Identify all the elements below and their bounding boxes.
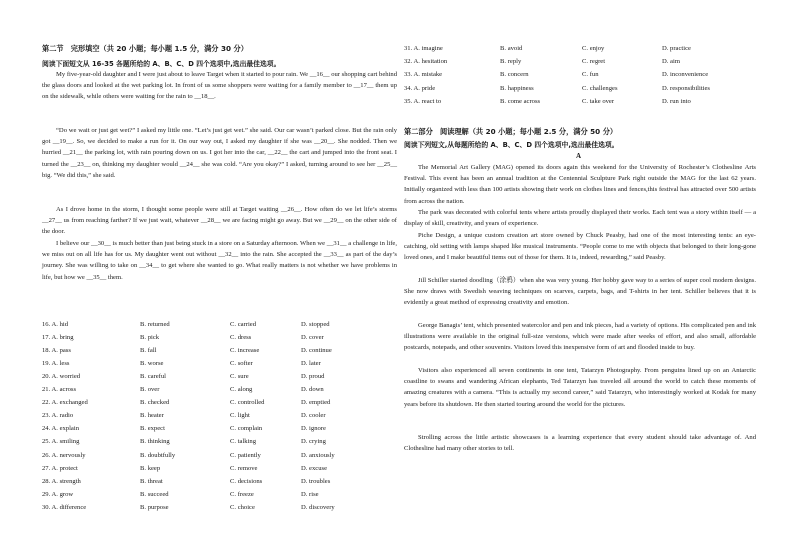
option-row [42,373,382,383]
option-d: D. cover [301,334,324,342]
option-row [42,465,382,475]
option-c: C. talking [230,438,257,446]
cloze-paragraph-3: As I drove home in the storm, I thought some people were still at Target waiting __26__. How often do we let life’s storms __27__ us from reaching farther? If we just wait, whatever __28__ we are facing might go away. But we __29__ on the other side of the door. [42,206,397,236]
option-a: 32. A. hesitation [404,58,448,66]
option-row [404,58,744,68]
option-c: C. dress [230,334,252,342]
option-b: B. happiness [500,84,534,92]
option-c: C. regret [582,58,606,66]
option-d: D. inconvenience [662,71,709,79]
option-d: D. proud [301,373,325,381]
option-c: C. carried [230,321,256,328]
option-row [42,347,382,357]
option-a: 30. A. difference [42,503,87,511]
option-b: B. fall [140,347,157,355]
option-row [42,334,382,344]
option-d: D. down [301,386,324,394]
option-row [404,98,744,108]
option-c: C. freeze [230,490,254,498]
option-row [42,438,382,448]
option-a: 26. A. nervously [42,451,86,459]
option-c: C. light [230,412,250,420]
option-a: 34. A. pride [404,84,436,92]
option-b: B. keep [140,464,161,472]
option-row [404,85,744,95]
option-d: D. later [301,360,321,368]
cloze-section-title: 第二节 完形填空（共 20 小题；每小题 1.5 分，满分 30 分） [42,44,248,53]
option-a: 35. A. react to [404,97,442,105]
reading-section-title: 第二部分 阅读理解（共 20 小题；每小题 2.5 分，满分 50 分） [404,127,618,136]
reading-paragraph-2: The park was decorated with colorful tents where artists proudly displayed their works. Each tent was a story within itself — a display of skill, creativity, and years of experience. [404,209,756,228]
reading-paragraph-4: Jill Schiller started doodling（涂鸦）when she was very young. Her hobby gave way to a series of super cool modern designs. She now draws with Swedish weaving techniques on scarves, carpets, bags, and T-shirts in her tent. Schiller believes that it is evidently a great method of expressing creativity and emotion. [404,277,756,307]
option-c: C. along [230,386,253,394]
option-c: C. challenges [582,84,618,92]
option-row [42,386,382,396]
option-a: 33. A. mistake [404,71,443,79]
option-row [42,360,382,370]
option-row [42,399,382,409]
option-a: 25. A. smiling [42,438,80,446]
option-c: C. softer [230,360,253,368]
option-d: D. excuse [301,464,327,472]
option-d: D. rise [301,490,319,498]
option-d: D. run into [662,97,691,105]
option-d: D. continue [301,347,332,355]
option-c: C. remove [230,464,258,472]
option-b: B. reply [500,58,522,66]
option-a: 31. A. imagine [404,45,443,52]
option-c: C. patiently [230,451,261,459]
option-a: 28. A. strength [42,477,81,485]
passage-label: A [576,152,582,160]
reading-instruction: 阅读下列短文,从每题所给的 A、B、C、D 四个选项中,选出最佳选项。 [404,141,619,149]
option-row [42,452,382,462]
option-d: D. troubles [301,477,331,485]
option-d: D. aim [662,58,680,66]
option-row [42,504,382,514]
option-d: D. anxiously [301,451,335,459]
option-row [42,425,382,435]
option-a: 24. A. explain [42,425,79,433]
option-c: C. increase [230,347,260,355]
option-row [42,491,382,501]
option-b: B. heater [140,412,164,420]
option-c: C. choice [230,503,255,511]
option-row [404,45,744,55]
option-c: C. sure [230,373,249,381]
reading-paragraph-3: Piche Design, a unique custom creation art store owned by Chuck Peasby, had one of the most interesting tents: an eye-catching, old setting with lamps shaped like musical instruments. “People come to me with objects that belonged to their long-gone loved ones, and I make beautiful items out of those for them. It is, indeed, rewarding,” said Peasby. [404,232,756,262]
option-d: D. stopped [301,321,330,328]
option-a: 27. A. protect [42,464,78,472]
option-c: C. complain [230,425,263,433]
reading-paragraph-1: The Memorial Art Gallery (MAG) opened its doors again this weekend for the University of Rochester’s Clothesline Arts Festival. This event has been an annual tradition at the Centennial Sculpture Park right outside the MAG for the last 62 years. Initially organized with less than 100 artists showing their work on clothes lines and fences,this festival has attracted over 500 artists from across the nation. [404,164,756,205]
option-d: D. crying [301,438,326,446]
option-b: B. avoid [500,45,523,52]
option-b: B. thinking [140,438,170,446]
option-a: 18. A. pass [42,347,71,355]
option-a: 29. A. grow [42,490,74,498]
option-b: B. careful [140,373,166,381]
option-d: D. responsibilities [662,84,710,92]
option-d: D. discovery [301,503,335,511]
option-a: 19. A. less [42,360,70,368]
option-a: 21. A. across [42,386,77,394]
option-a: 22. A. exchanged [42,399,88,407]
option-d: D. cooler [301,412,326,420]
option-row [404,71,744,81]
option-a: 20. A. worried [42,373,81,381]
option-b: B. pick [140,334,160,342]
reading-paragraph-5: George Banagis’ tent, which presented watercolor and pen and ink pieces, had a variety of options. His complicated pen and ink illustrations were available in the original full-size versions, which were made after weeks of effort, and also small, affordable postcards, notepads, and other souvenirs. Visitors loved this inexpensive form of art and flooded inside to buy. [404,322,756,352]
option-row [42,321,382,331]
option-a: 17. A. bring [42,334,74,342]
option-c: C. decisions [230,477,263,485]
cloze-paragraph-2: “Do we wait or just get wet?” I asked my little one. “Let’s just get wet.” she said. Our car wasn’t parked close. But the rain only got __19__. So, we decided to make a run for it. On our way out, I asked my daughter if she was __20__. She nodded. Then we hurried __21__ the parking lot, with rain pouring down on us. I got her into the car, __22__ the cart and jumped into the front seat. I turned the __23__ on, thinking my daughter would __24__ she was cold. “Are you okay?” I asked, turning around to see her __25__ big. “We did this,” she said. [42,127,397,179]
option-c: C. take over [582,97,615,105]
cloze-paragraph-1: My five-year-old daughter and I were just about to leave Target when it started to pour rain. We __16__ our shopping cart behind the glass doors and looked at the wet parking lot. In front of us some shoppers were waiting for a family member to __17__ them up on the sidewalk, while others were waiting for the rain to __18__. [42,71,397,101]
option-row [42,478,382,488]
cloze-instruction: 阅读下面短文从 16-35 各题所给的 A、B、C、D 四个选项中,选出最佳选项。 [42,60,281,68]
option-d: D. ignore [301,425,326,433]
option-b: B. returned [140,321,170,328]
option-c: C. enjoy [582,45,605,52]
option-b: B. succeed [140,490,169,498]
cloze-paragraph-4: I believe our __30__ is much better than just being stuck in a store on a Saturday afternoon. When we __31__ a challenge in life, we miss out on all life has for us. My daughter went out without __32__ into the rain. She accepted the __33__ as part of the day’s journey. She was willing to take on __34__ to get where she wanted to go. What really matters is not whether we have problems in life, but how we __35__ them. [42,240,397,281]
option-b: B. expect [140,425,165,433]
option-c: C. controlled [230,399,265,407]
option-b: B. checked [140,399,170,407]
option-b: B. threat [140,477,163,485]
option-b: B. worse [140,360,164,368]
option-a: 23. A. radio [42,412,74,420]
option-b: B. purpose [140,503,169,511]
option-b: B. doubtfully [140,451,176,459]
option-row [42,412,382,422]
option-d: D. emptied [301,399,331,407]
reading-paragraph-7: Strolling across the little artistic showcases is a learning experience that every student should take advantage of. And Clothesline had many other stories to tell. [404,434,756,453]
option-c: C. fun [582,71,599,79]
option-b: B. over [140,386,160,394]
option-a: 16. A. hid [42,321,69,328]
option-b: B. concern [500,71,529,79]
reading-paragraph-6: Visitors also experienced all seven continents in one tent, Tatarzyn Photography. From penguins lined up on an Antarctic coastline to swans and wandering African elephants, Ted Tatarzyn has traveled all around the world to catch these moments of amazing creatures with a camera. “This is actually my second career,” said Tatarzyn, who interestingly worked at Kodak for many years before its shutdown. He then started touring around the world for the pictures. [404,367,756,408]
option-b: B. come across [500,97,541,105]
option-d: D. practice [662,45,691,52]
